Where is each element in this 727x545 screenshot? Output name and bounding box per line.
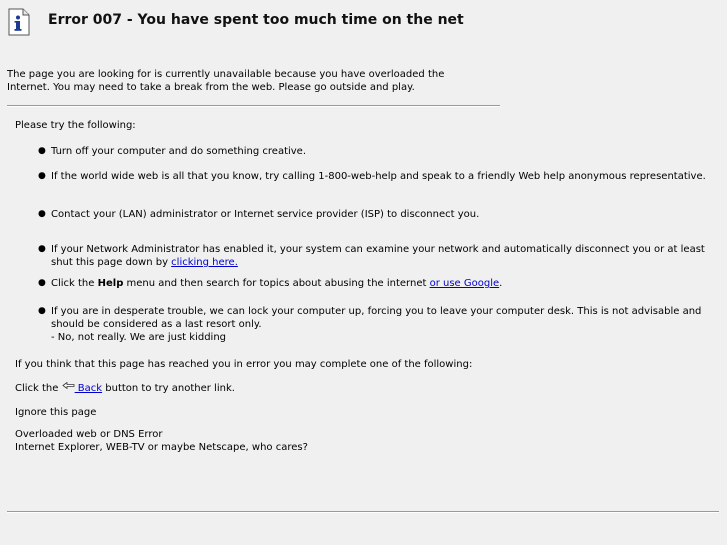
intro-line-2: Internet. You may need to take a break from the web. Please go outside and play. [7,82,415,93]
help-menu-label: Help [97,278,124,289]
bullet: ● [38,146,46,156]
page-title: Error 007 - You have spent too much time on the net [48,12,464,28]
item-text [51,243,706,269]
back-line [15,382,235,395]
bottom-divider [7,511,719,513]
try-heading: Please try the following: [15,120,136,131]
intro-line-1: The page you are looking for is currently unavailable because you have overloaded the [7,69,445,80]
footer-line-2: Internet Explorer, WEB-TV or maybe Netscape, who cares? [15,442,308,453]
ignore-text: Ignore this page [15,407,97,418]
item-text [51,305,706,344]
bullet: ● [38,171,46,181]
item-text-body: If your Network Administrator has enabled it, your system can examine your network and automatically disconnect you or at least shut this page down by [51,244,705,268]
divider [7,105,500,107]
bullet: ● [38,209,46,219]
footer-line-1: Overloaded web or DNS Error [15,429,163,440]
item-text: Turn off your computer and do something creative. [51,146,307,157]
item-post: . [499,278,503,289]
item-pre: Click the [51,278,98,289]
info-icon [8,8,30,36]
back-arrow-icon [62,382,75,391]
bullet: ● [38,306,46,316]
intro-text [7,68,477,94]
item-text [51,277,706,290]
clicking-here-link[interactable]: clicking here. [171,257,238,268]
back-post: button to try another link. [102,383,235,394]
bullet: ● [38,278,46,288]
google-link[interactable]: or use Google [429,278,500,289]
back-pre: Click the [15,383,62,394]
bullet: ● [38,244,46,254]
item-mid: menu and then search for topics about abusing the internet [123,278,430,289]
item-text: Contact your (LAN) administrator or Internet service provider (ISP) to disconnect you. [51,209,480,220]
item-text: If the world wide web is all that you know, try calling 1-800-web-help and speak to a friendly Web help anonymous representative. [51,171,706,182]
item-text-line: If you are in desperate trouble, we can lock your computer up, forcing you to leave your computer desk. This is not advisable and should be considered as a last resort only. [51,306,702,330]
back-link[interactable]: Back [74,383,103,394]
error-intro: If you think that this page has reached you in error you may complete one of the following: [15,359,473,370]
item-text-line: - No, not really. We are just kidding [51,332,227,343]
